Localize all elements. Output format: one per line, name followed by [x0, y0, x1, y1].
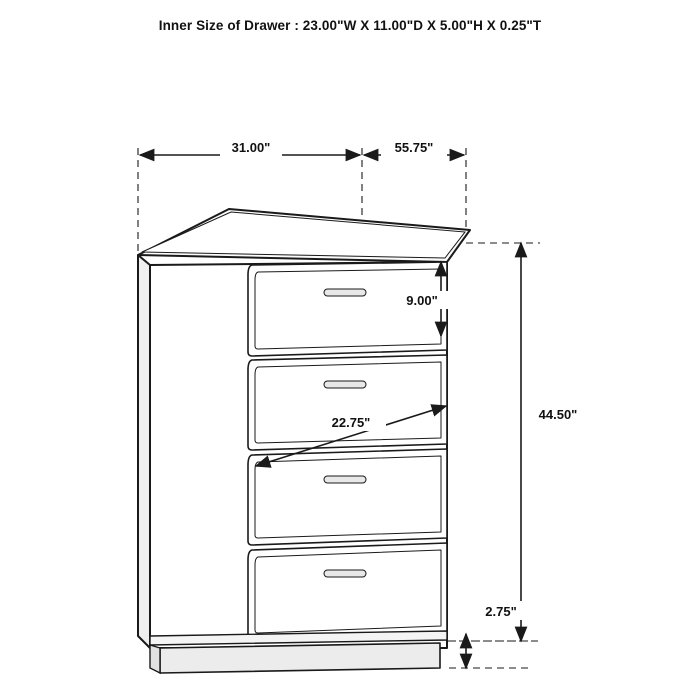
- drawer-1-handle: [324, 289, 366, 296]
- label-drawer-height: 9.00": [406, 293, 438, 308]
- chest-illustration: [138, 209, 470, 673]
- chest-left-side-panel: [138, 255, 150, 648]
- dimension-total-height: [521, 243, 592, 641]
- page-title: Inner Size of Drawer : 23.00"W X 11.00"D X 5.00"H X 0.25"T: [158, 18, 542, 33]
- drawer-3: [248, 449, 447, 545]
- label-total-height: 44.50": [538, 407, 578, 422]
- drawer-4-handle: [324, 570, 366, 577]
- label-depth-total: 55.75": [394, 140, 434, 155]
- dimension-plinth-height: [466, 601, 532, 668]
- label-drawer-inner-width: 22.75": [331, 415, 371, 430]
- drawer-3-handle: [324, 476, 366, 483]
- drawer-2: [248, 355, 447, 450]
- drawer-4: [248, 543, 447, 639]
- label-width-front: 31.00": [231, 140, 271, 155]
- dimension-width-front: [140, 138, 360, 156]
- label-plinth-height: 2.75": [485, 604, 517, 619]
- drawer-2-handle: [324, 381, 366, 388]
- dimension-depth-total: [364, 138, 464, 156]
- chest-plinth-base: [150, 631, 447, 673]
- chest-top-panel: [138, 209, 470, 262]
